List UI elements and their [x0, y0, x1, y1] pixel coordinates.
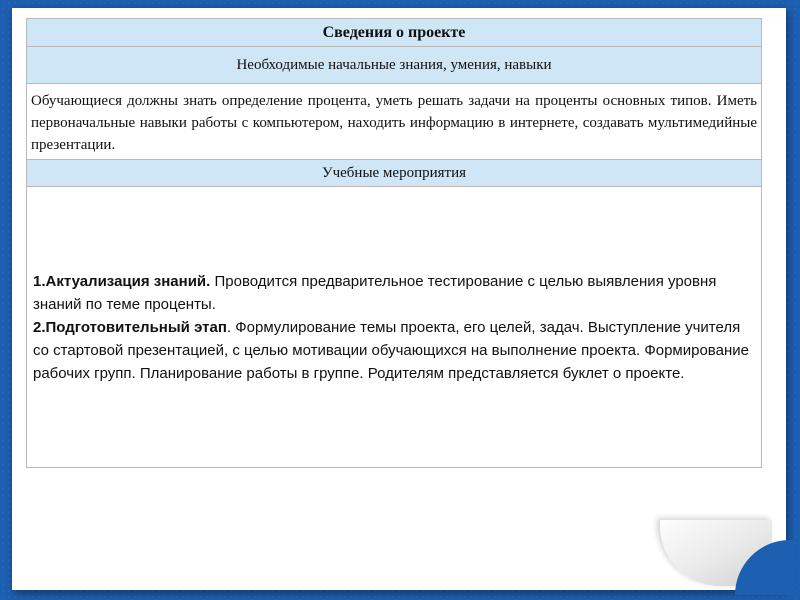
activities-heading: Учебные мероприятия: [27, 160, 762, 187]
activity-label: 2.Подготовительный этап: [33, 318, 227, 336]
table-title: Сведения о проекте: [27, 19, 762, 47]
activity-label: 1.Актуализация знаний.: [33, 272, 211, 290]
activity-item: [33, 270, 755, 316]
project-info-table: [26, 18, 762, 468]
activity-item: [33, 316, 755, 385]
prereq-text: Обучающиеся должны знать определение процента, уметь решать задачи на проценты основных типов. Иметь первоначальные навыки работы с компьютером, находить информацию в интернете, создавать мультимедийные презентации.: [27, 84, 762, 160]
activity-text: Проводится предварительное тестирование с целью выявления уровня знаний по теме проценты.: [33, 272, 717, 313]
activities-cell: [27, 187, 762, 468]
activity-text: . Формулирование темы проекта, его целей, задач. Выступление учителя со стартовой презентацией, с целью мотивации обучающихся на выполнение проекта. Формирование рабочих групп. Планирование работы в группе. Родителям представляется буклет о проекте.: [33, 318, 749, 382]
prereq-heading: Необходимые начальные знания, умения, навыки: [27, 47, 762, 84]
